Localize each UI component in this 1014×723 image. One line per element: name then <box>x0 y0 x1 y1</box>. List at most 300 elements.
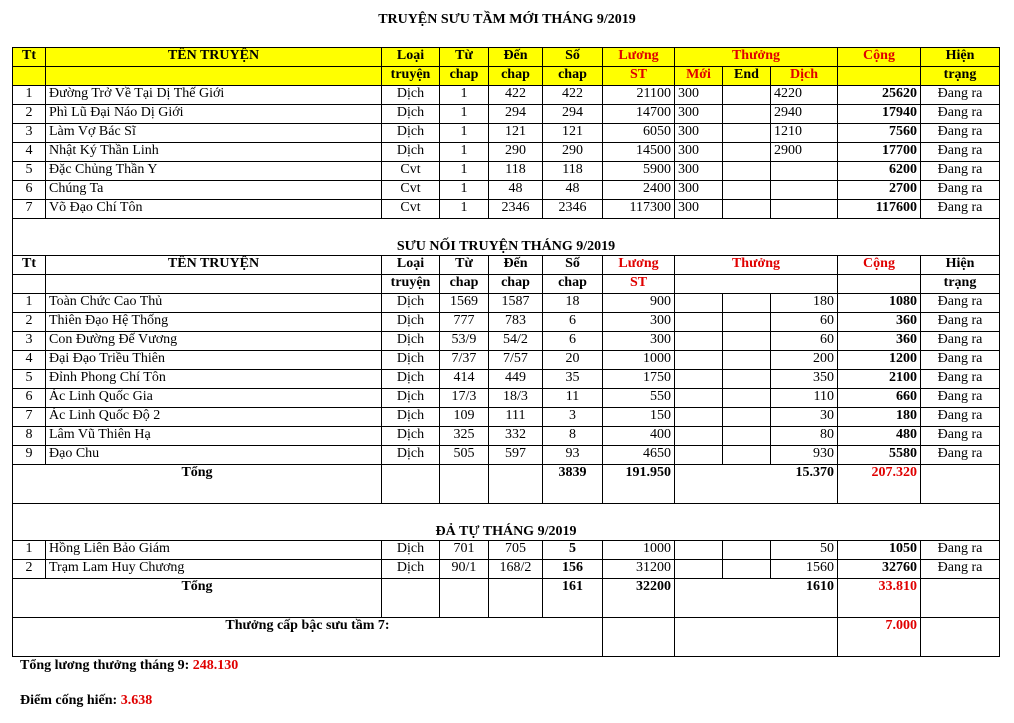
row-type: Dịch <box>382 408 440 427</box>
row-sum: 6200 <box>838 162 921 181</box>
row-bonus-new: 300 <box>675 181 723 200</box>
row-to: 121 <box>489 124 543 143</box>
row-bonus-new <box>675 408 723 427</box>
row-bonus-new: 300 <box>675 162 723 181</box>
row-status: Đang ra <box>921 560 1000 579</box>
row-status: Đang ra <box>921 105 1000 124</box>
row-type: Cvt <box>382 181 440 200</box>
header-bonus-2 <box>675 275 838 294</box>
row-bonus-end <box>723 86 771 105</box>
row-bonus-end <box>723 181 771 200</box>
total-count: 161 <box>543 579 603 618</box>
total-summary-value: 248.130 <box>192 658 239 673</box>
row-count: 422 <box>543 86 603 105</box>
total-type <box>382 465 440 504</box>
row-index: 6 <box>13 389 46 408</box>
total-type <box>382 579 440 618</box>
row-to: 111 <box>489 408 543 427</box>
row-sum: 2100 <box>838 370 921 389</box>
row-sum: 660 <box>838 389 921 408</box>
table-row <box>13 124 1000 143</box>
total-count: 3839 <box>543 465 603 504</box>
row-status: Đang ra <box>921 86 1000 105</box>
header-bonus-translate: Dịch <box>771 67 838 86</box>
row-title: Con Đường Đế Vương <box>46 332 382 351</box>
row-count: 156 <box>543 560 603 579</box>
row-count: 6 <box>543 332 603 351</box>
row-bonus-end <box>723 105 771 124</box>
row-salary: 1000 <box>603 351 675 370</box>
total-bonus: 1610 <box>675 579 838 618</box>
row-sum: 25620 <box>838 86 921 105</box>
row-type: Cvt <box>382 162 440 181</box>
row-index: 9 <box>13 446 46 465</box>
header-to-2: chap <box>489 67 543 86</box>
row-bonus-translate <box>771 162 838 181</box>
row-salary: 1750 <box>603 370 675 389</box>
row-from: 1 <box>440 124 489 143</box>
row-sum: 480 <box>838 427 921 446</box>
header-bonus-new: Mới <box>675 67 723 86</box>
row-status: Đang ra <box>921 124 1000 143</box>
row-count: 18 <box>543 294 603 313</box>
row-title: Hồng Liên Bảo Giám <box>46 541 382 560</box>
row-to: 597 <box>489 446 543 465</box>
row-status: Đang ra <box>921 370 1000 389</box>
row-index: 1 <box>13 86 46 105</box>
page-title: TRUYỆN SƯU TẦM MỚI THÁNG 9/2019 <box>378 12 636 27</box>
row-bonus-translate: 1210 <box>771 124 838 143</box>
row-to: 18/3 <box>489 389 543 408</box>
row-type: Dịch <box>382 105 440 124</box>
row-salary: 14500 <box>603 143 675 162</box>
row-to: 449 <box>489 370 543 389</box>
row-salary: 2400 <box>603 181 675 200</box>
row-salary: 14700 <box>603 105 675 124</box>
row-bonus-new <box>675 389 723 408</box>
table-row <box>13 313 1000 332</box>
header-tt: Tt <box>13 256 46 275</box>
row-sum: 17940 <box>838 105 921 124</box>
row-bonus-end <box>723 143 771 162</box>
total-from <box>440 579 489 618</box>
row-to: 783 <box>489 313 543 332</box>
bonus-salary <box>603 618 675 657</box>
row-type: Dịch <box>382 389 440 408</box>
section-title-row <box>13 504 1000 541</box>
row-sum: 1050 <box>838 541 921 560</box>
row-bonus-new <box>675 427 723 446</box>
row-type: Dịch <box>382 313 440 332</box>
row-status: Đang ra <box>921 351 1000 370</box>
header-count: Số <box>543 256 603 275</box>
header-row-2 <box>13 67 1000 86</box>
row-index: 7 <box>13 408 46 427</box>
points-summary <box>20 693 152 709</box>
row-index: 7 <box>13 200 46 219</box>
row-bonus-new <box>675 294 723 313</box>
row-bonus-translate: 80 <box>771 427 838 446</box>
row-count: 6 <box>543 313 603 332</box>
row-sum: 1200 <box>838 351 921 370</box>
row-salary: 31200 <box>603 560 675 579</box>
row-count: 294 <box>543 105 603 124</box>
row-bonus-end <box>723 124 771 143</box>
row-from: 1 <box>440 143 489 162</box>
row-sum: 117600 <box>838 200 921 219</box>
header-count-2: chap <box>543 67 603 86</box>
row-salary: 550 <box>603 389 675 408</box>
row-from: 17/3 <box>440 389 489 408</box>
row-type: Dịch <box>382 541 440 560</box>
row-title: Toàn Chức Cao Thủ <box>46 294 382 313</box>
row-to: 1587 <box>489 294 543 313</box>
header-to-2: chap <box>489 275 543 294</box>
row-count: 20 <box>543 351 603 370</box>
row-type: Dịch <box>382 294 440 313</box>
row-to: 294 <box>489 105 543 124</box>
row-bonus-translate: 350 <box>771 370 838 389</box>
row-to: 54/2 <box>489 332 543 351</box>
header-from: Từ <box>440 48 489 67</box>
row-type: Dịch <box>382 351 440 370</box>
table-row <box>13 446 1000 465</box>
row-bonus-translate <box>771 181 838 200</box>
row-title: Lâm Vũ Thiên Hạ <box>46 427 382 446</box>
row-status: Đang ra <box>921 427 1000 446</box>
row-to: 332 <box>489 427 543 446</box>
row-index: 3 <box>13 124 46 143</box>
row-salary: 900 <box>603 294 675 313</box>
row-from: 1569 <box>440 294 489 313</box>
row-title: Đại Đạo Triều Thiên <box>46 351 382 370</box>
table-row <box>13 86 1000 105</box>
row-from: 325 <box>440 427 489 446</box>
section-title: SƯU NỐI TRUYỆN THÁNG 9/2019 <box>13 219 1000 256</box>
row-status: Đang ra <box>921 541 1000 560</box>
row-index: 5 <box>13 162 46 181</box>
header-bonus: Thưởng <box>675 256 838 275</box>
table-row <box>13 143 1000 162</box>
total-to <box>489 465 543 504</box>
row-salary: 21100 <box>603 86 675 105</box>
row-bonus-new: 300 <box>675 200 723 219</box>
row-index: 6 <box>13 181 46 200</box>
row-bonus-end <box>723 408 771 427</box>
row-status: Đang ra <box>921 294 1000 313</box>
row-sum: 17700 <box>838 143 921 162</box>
row-type: Dịch <box>382 560 440 579</box>
row-bonus-translate: 930 <box>771 446 838 465</box>
total-bonus: 15.370 <box>675 465 838 504</box>
row-bonus-end <box>723 200 771 219</box>
header-tt-2 <box>13 275 46 294</box>
row-title: Đặc Chủng Thần Y <box>46 162 382 181</box>
header-count-2: chap <box>543 275 603 294</box>
row-type: Dịch <box>382 370 440 389</box>
row-sum: 7560 <box>838 124 921 143</box>
row-to: 2346 <box>489 200 543 219</box>
row-from: 7/37 <box>440 351 489 370</box>
row-bonus-translate: 60 <box>771 313 838 332</box>
header-to: Đến <box>489 48 543 67</box>
total-salary: 191.950 <box>603 465 675 504</box>
section-title-row <box>13 219 1000 256</box>
row-index: 1 <box>13 294 46 313</box>
row-sum: 5580 <box>838 446 921 465</box>
row-sum: 32760 <box>838 560 921 579</box>
header-bonus: Thưởng <box>675 48 838 67</box>
row-count: 118 <box>543 162 603 181</box>
row-index: 5 <box>13 370 46 389</box>
header-name: TÊN TRUYỆN <box>46 48 382 67</box>
header-status: Hiện <box>921 48 1000 67</box>
row-bonus-new: 300 <box>675 143 723 162</box>
row-bonus-end <box>723 370 771 389</box>
row-count: 5 <box>543 541 603 560</box>
row-bonus-end <box>723 313 771 332</box>
header-sum: Cộng <box>838 256 921 275</box>
header-salary: Lương <box>603 48 675 67</box>
header-name-2 <box>46 275 382 294</box>
row-from: 777 <box>440 313 489 332</box>
total-to <box>489 579 543 618</box>
row-from: 414 <box>440 370 489 389</box>
row-sum: 1080 <box>838 294 921 313</box>
points-value: 3.638 <box>120 693 153 708</box>
row-count: 48 <box>543 181 603 200</box>
row-bonus-new <box>675 313 723 332</box>
total-row <box>13 579 1000 618</box>
table-row <box>13 408 1000 427</box>
row-bonus-translate: 1560 <box>771 560 838 579</box>
bonus-value: 7.000 <box>838 618 921 657</box>
header-from-2: chap <box>440 275 489 294</box>
header-type: Loại <box>382 256 440 275</box>
row-to: 168/2 <box>489 560 543 579</box>
row-bonus-end <box>723 162 771 181</box>
table-row <box>13 389 1000 408</box>
row-title: Võ Đạo Chí Tôn <box>46 200 382 219</box>
row-status: Đang ra <box>921 446 1000 465</box>
row-from: 1 <box>440 105 489 124</box>
header-row <box>13 48 1000 67</box>
row-bonus-translate: 60 <box>771 332 838 351</box>
row-to: 422 <box>489 86 543 105</box>
row-from: 1 <box>440 181 489 200</box>
row-salary: 150 <box>603 408 675 427</box>
row-count: 93 <box>543 446 603 465</box>
row-bonus-translate: 50 <box>771 541 838 560</box>
header-row-2 <box>13 275 1000 294</box>
header-sum-2 <box>838 275 921 294</box>
row-from: 1 <box>440 162 489 181</box>
header-tt-2 <box>13 67 46 86</box>
row-bonus-end <box>723 351 771 370</box>
header-sum-2 <box>838 67 921 86</box>
header-to: Đến <box>489 256 543 275</box>
salary-table <box>12 47 1000 657</box>
row-count: 290 <box>543 143 603 162</box>
total-label: Tổng <box>13 579 382 618</box>
total-from <box>440 465 489 504</box>
row-sum: 180 <box>838 408 921 427</box>
row-bonus-new <box>675 370 723 389</box>
row-title: Chúng Ta <box>46 181 382 200</box>
total-summary <box>20 658 238 674</box>
row-title: Đường Trở Về Tại Dị Thế Giới <box>46 86 382 105</box>
table-row <box>13 294 1000 313</box>
row-from: 1 <box>440 86 489 105</box>
header-type-2: truyện <box>382 67 440 86</box>
row-type: Dịch <box>382 446 440 465</box>
row-count: 2346 <box>543 200 603 219</box>
row-bonus-end <box>723 294 771 313</box>
row-count: 3 <box>543 408 603 427</box>
row-bonus-new <box>675 332 723 351</box>
row-bonus-end <box>723 427 771 446</box>
row-index: 8 <box>13 427 46 446</box>
total-status <box>921 465 1000 504</box>
row-from: 53/9 <box>440 332 489 351</box>
row-index: 2 <box>13 105 46 124</box>
table-row <box>13 332 1000 351</box>
row-type: Dịch <box>382 143 440 162</box>
row-type: Dịch <box>382 124 440 143</box>
header-from: Từ <box>440 256 489 275</box>
row-bonus-end <box>723 541 771 560</box>
table-row <box>13 351 1000 370</box>
header-salary-2: ST <box>603 275 675 294</box>
row-to: 7/57 <box>489 351 543 370</box>
row-bonus-new <box>675 541 723 560</box>
row-from: 505 <box>440 446 489 465</box>
bonus-bonus <box>675 618 838 657</box>
row-bonus-translate <box>771 200 838 219</box>
header-sum: Cộng <box>838 48 921 67</box>
header-from-2: chap <box>440 67 489 86</box>
header-tt: Tt <box>13 48 46 67</box>
row-bonus-end <box>723 446 771 465</box>
header-name-2 <box>46 67 382 86</box>
row-status: Đang ra <box>921 389 1000 408</box>
row-to: 118 <box>489 162 543 181</box>
table-row <box>13 200 1000 219</box>
row-sum: 2700 <box>838 181 921 200</box>
row-index: 1 <box>13 541 46 560</box>
total-salary: 32200 <box>603 579 675 618</box>
table-row <box>13 370 1000 389</box>
table-row <box>13 105 1000 124</box>
row-bonus-end <box>723 389 771 408</box>
bonus-status <box>921 618 1000 657</box>
row-type: Dịch <box>382 86 440 105</box>
header-salary: Lương <box>603 256 675 275</box>
row-count: 35 <box>543 370 603 389</box>
row-bonus-end <box>723 560 771 579</box>
row-status: Đang ra <box>921 143 1000 162</box>
total-label: Tổng <box>13 465 382 504</box>
total-row <box>13 465 1000 504</box>
row-sum: 360 <box>838 332 921 351</box>
row-to: 290 <box>489 143 543 162</box>
header-bonus-end: End <box>723 67 771 86</box>
row-status: Đang ra <box>921 162 1000 181</box>
row-title: Đạo Chu <box>46 446 382 465</box>
total-status <box>921 579 1000 618</box>
header-type: Loại <box>382 48 440 67</box>
row-status: Đang ra <box>921 313 1000 332</box>
header-salary-2: ST <box>603 67 675 86</box>
row-bonus-translate: 180 <box>771 294 838 313</box>
table-row <box>13 427 1000 446</box>
row-bonus-translate: 30 <box>771 408 838 427</box>
row-count: 121 <box>543 124 603 143</box>
row-title: Phì Lũ Đại Náo Dị Giới <box>46 105 382 124</box>
row-salary: 6050 <box>603 124 675 143</box>
row-bonus-new <box>675 351 723 370</box>
row-salary: 117300 <box>603 200 675 219</box>
row-to: 705 <box>489 541 543 560</box>
header-status-2: trạng <box>921 275 1000 294</box>
row-salary: 300 <box>603 313 675 332</box>
row-title: Đỉnh Phong Chí Tôn <box>46 370 382 389</box>
row-count: 11 <box>543 389 603 408</box>
row-title: Làm Vợ Bác Sĩ <box>46 124 382 143</box>
row-salary: 4650 <box>603 446 675 465</box>
row-salary: 1000 <box>603 541 675 560</box>
row-status: Đang ra <box>921 181 1000 200</box>
row-title: Thiên Đạo Hệ Thống <box>46 313 382 332</box>
row-from: 109 <box>440 408 489 427</box>
row-bonus-new: 300 <box>675 86 723 105</box>
header-status-2: trạng <box>921 67 1000 86</box>
row-status: Đang ra <box>921 200 1000 219</box>
row-from: 701 <box>440 541 489 560</box>
table-row <box>13 560 1000 579</box>
row-salary: 300 <box>603 332 675 351</box>
header-type-2: truyện <box>382 275 440 294</box>
row-from: 90/1 <box>440 560 489 579</box>
row-index: 2 <box>13 313 46 332</box>
row-bonus-new: 300 <box>675 124 723 143</box>
row-to: 48 <box>489 181 543 200</box>
row-index: 3 <box>13 332 46 351</box>
row-bonus-new <box>675 560 723 579</box>
row-index: 4 <box>13 351 46 370</box>
row-bonus-translate: 4220 <box>771 86 838 105</box>
section-title: ĐẢ TỰ THÁNG 9/2019 <box>13 504 1000 541</box>
row-status: Đang ra <box>921 332 1000 351</box>
total-sum: 207.320 <box>838 465 921 504</box>
row-type: Dịch <box>382 332 440 351</box>
row-salary: 400 <box>603 427 675 446</box>
row-bonus-translate: 200 <box>771 351 838 370</box>
row-type: Dịch <box>382 427 440 446</box>
header-row <box>13 256 1000 275</box>
row-title: Ác Linh Quốc Gia <box>46 389 382 408</box>
row-status: Đang ra <box>921 408 1000 427</box>
total-sum: 33.810 <box>838 579 921 618</box>
row-bonus-translate: 2900 <box>771 143 838 162</box>
total-summary-label: Tổng lương thưởng tháng 9: <box>20 658 190 673</box>
row-bonus-end <box>723 332 771 351</box>
row-salary: 5900 <box>603 162 675 181</box>
row-sum: 360 <box>838 313 921 332</box>
row-bonus-translate: 2940 <box>771 105 838 124</box>
table-row <box>13 162 1000 181</box>
table-row <box>13 181 1000 200</box>
